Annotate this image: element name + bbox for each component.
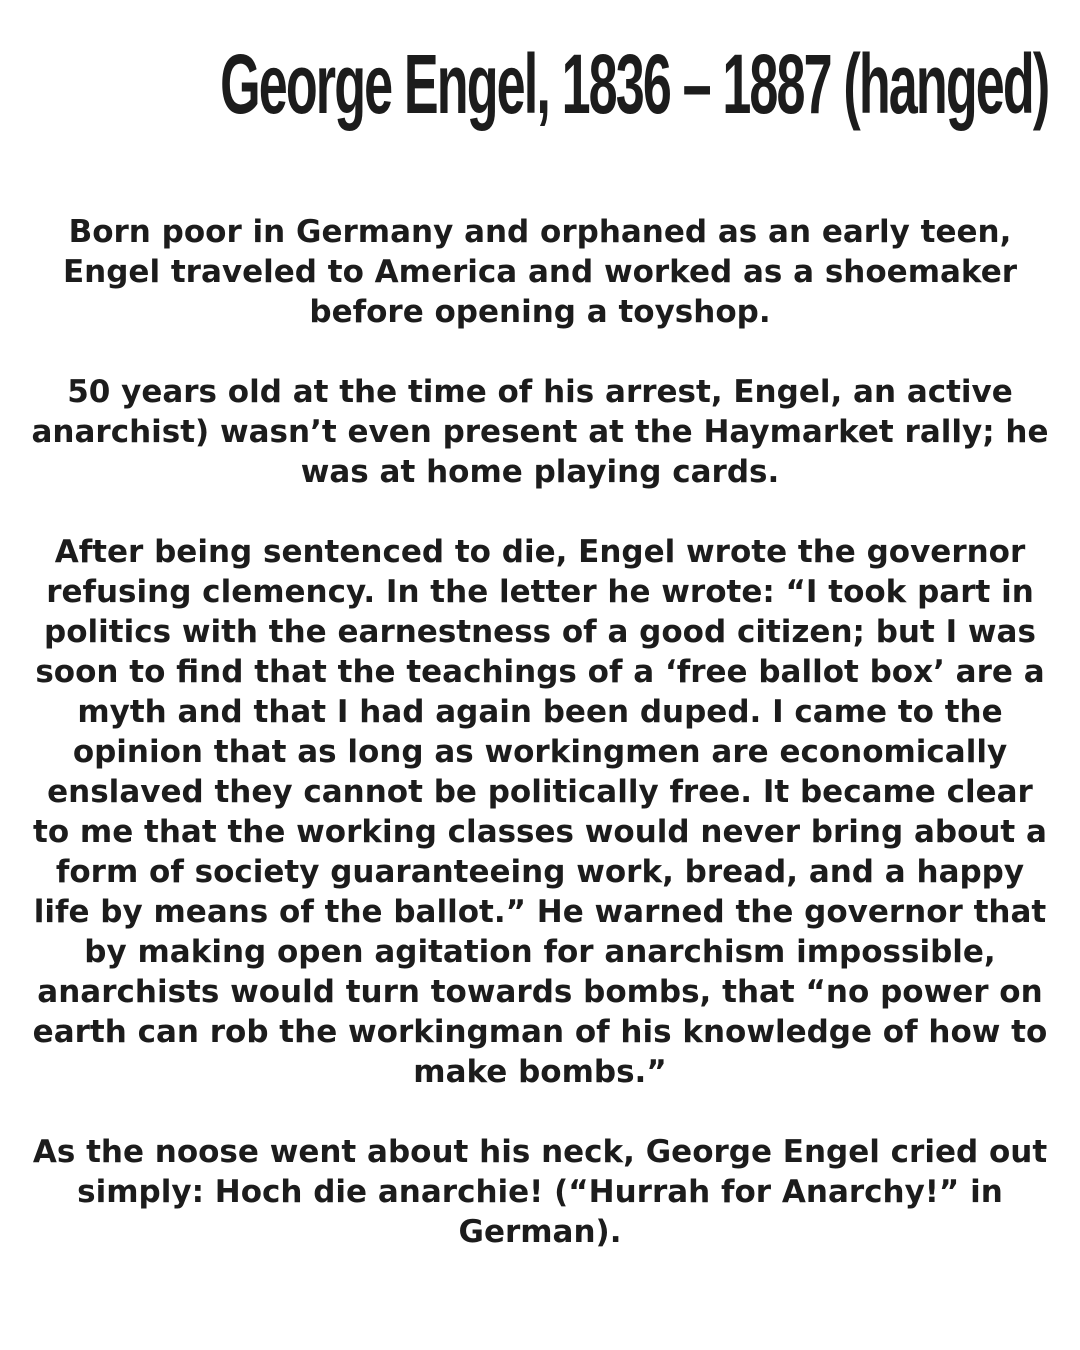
paragraph-execution: As the noose went about his neck, George Engel cried out simply: Hoch die anarchie! (“Hurrah for Anarchy!” in German). [32,1134,1048,1250]
paragraph-letter: After being sentenced to die, Engel wrote the governor refusing clemency. In the letter he wrote: “I took part in politics with the earnestness of a good citizen; but I was soon to find that the teachings of a ‘free ballot box’ are a myth and that I had again been duped. I came to the opinion that as long as workingmen are economically enslaved they cannot be politically free. It became clear to me that the working classes would never bring about a form of society guaranteeing work, bread, and a happy life by means of the ballot.” He warned the governor that by making open agitation for anarchism impossible, anarchists would turn towards bombs, that “no power on earth can rob the workingman of his knowledge of how to make bombs.” [32,534,1048,1090]
page-title: George Engel, 1836 – 1887 (hanged) [220,37,1049,131]
paragraph-arrest: 50 years old at the time of his arrest, Engel, an active anarchist) wasn’t even present at the Haymarket rally; he was at home playing cards. [31,374,1049,490]
paragraph-early-life: Born poor in Germany and orphaned as an early teen, Engel traveled to America and worked as a shoemaker before opening a toyshop. [62,214,1018,330]
biography-text [24,212,1056,1252]
